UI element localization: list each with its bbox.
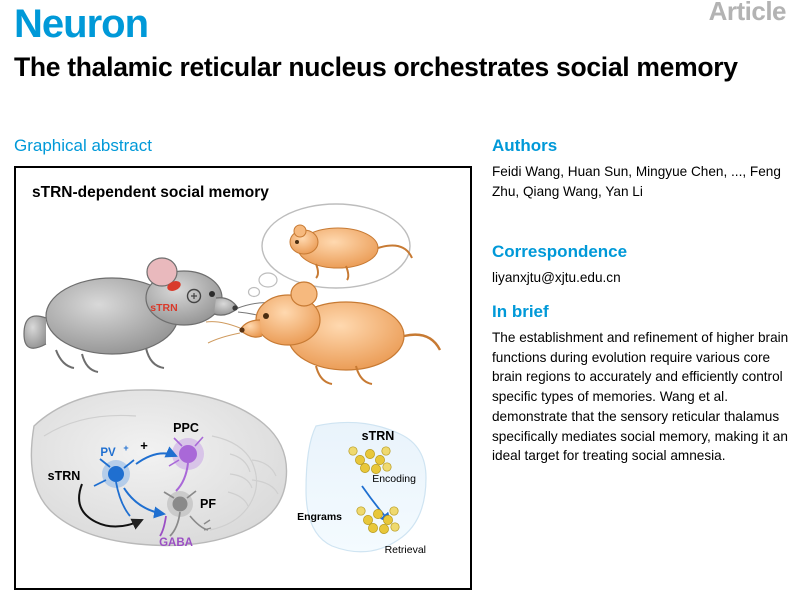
page-title: The thalamic reticular nucleus orchestrates social memory: [14, 52, 738, 82]
label-ppc: PPC: [173, 421, 199, 435]
journal-logo: Neuron: [14, 2, 148, 46]
authors-heading: Authors: [492, 136, 558, 155]
figure-title: sTRN-dependent social memory: [32, 184, 269, 201]
figure-artwork: [16, 168, 470, 588]
correspondence-block: [492, 242, 790, 288]
in-brief-block: [492, 302, 790, 466]
label-plus: +: [140, 438, 148, 453]
label-pv-plus: +: [123, 443, 129, 453]
authors-list: Feidi Wang, Huan Sun, Mingyue Chen, ..., Feng Zhu, Qiang Wang, Yan Li: [492, 164, 781, 199]
correspondence-email[interactable]: liyanxjtu@xjtu.edu.cn: [492, 270, 621, 285]
graphical-abstract-figure: [14, 166, 472, 590]
label-engrams: Engrams: [297, 511, 342, 523]
in-brief-text: The establishment and refinement of higher brain functions during evolution require various core brain regions to accurately and efficiently control specific types of memories. Wang et al. demonstrate that the sensory reticular thalamus specifically mediates social memory, making it an ideal target for treating social amnesia.: [492, 330, 789, 464]
label-gaba: GABA: [159, 537, 193, 549]
label-strn-engram: sTRN: [361, 429, 395, 443]
label-retrieval: Retrieval: [384, 544, 426, 556]
label-strn-circuit: sTRN: [47, 469, 81, 483]
in-brief-heading: In brief: [492, 302, 549, 321]
label-encoding: Encoding: [372, 473, 416, 485]
article-type-label: Article: [708, 0, 786, 26]
label-pf: PF: [200, 497, 216, 511]
graphical-abstract-heading: Graphical abstract: [14, 136, 152, 155]
correspondence-heading: Correspondence: [492, 242, 628, 261]
label-strn-mouse: sTRN: [150, 302, 178, 314]
label-pv: PV: [100, 447, 116, 459]
authors-block: [492, 136, 790, 201]
